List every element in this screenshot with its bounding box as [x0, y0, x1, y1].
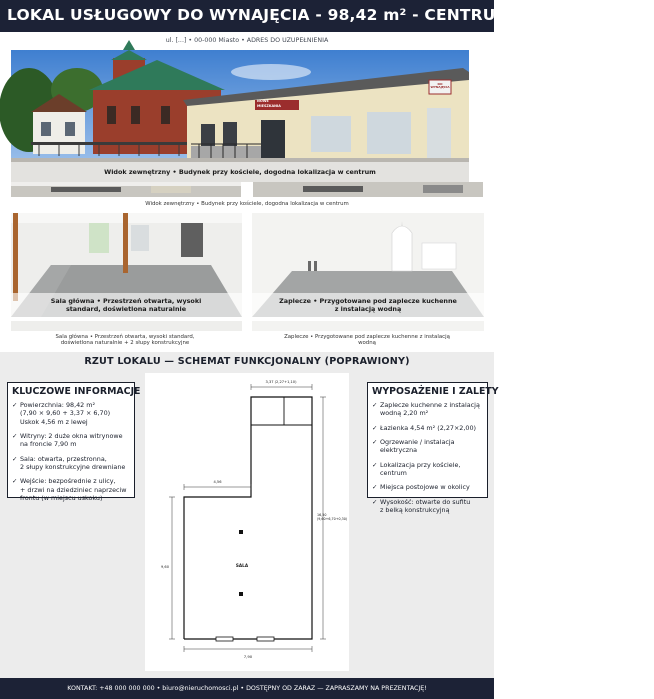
- shop-sign-line-2: MIESZKANIA: [257, 104, 281, 108]
- kitchen-photo: [252, 213, 484, 317]
- hall-photo: [11, 213, 242, 317]
- header-bar: [0, 0, 654, 32]
- check-icon: ✓: [12, 431, 18, 440]
- dim-top-label: 3,37 (2,27+1,10): [265, 380, 297, 384]
- key-info-item: ✓ Wejście: bezpośrednie z ulicy, + drzwi na dziedziniec naprzeciw frontu (w miejscu uskoku): [12, 477, 127, 502]
- key-info-item: ✓ Powierzchnia: 98,42 m² (7,90 × 9,60 + 3,37 × 6,70) Uskok 4,56 m z lewej: [12, 401, 111, 426]
- plan-window: [257, 637, 274, 641]
- plan-window: [216, 637, 233, 641]
- equipment-item: ✓ Wysokość: otwarte do sufitu z belką konstrukcyjną: [372, 497, 471, 514]
- exterior-thumb-right-image: [253, 182, 483, 197]
- equipment-item: ✓ Miejsca postojowe w okolicy: [372, 483, 470, 492]
- plan-pillar: [239, 530, 243, 534]
- check-icon: ✓: [372, 497, 378, 506]
- kitchen-overlay-caption: Zaplecze • Przygotowane pod zaplecze kuchenne z instalacją wodną: [279, 297, 457, 313]
- exterior-thumb-left-image: [11, 182, 241, 197]
- key-info-item: ✓ Witryny: 2 duże okna witrynowe na froncie 7,90 m: [12, 431, 123, 449]
- check-icon: ✓: [12, 477, 18, 486]
- hall-thumb: [11, 321, 242, 331]
- check-icon: ✓: [372, 437, 378, 446]
- dim-left-label: 9,60: [160, 565, 169, 569]
- equipment-item: ✓ Łazienka 4,54 m² (2,27×2,00): [372, 423, 477, 432]
- equipment-panel: [367, 382, 499, 514]
- floor-plan-drawing: [145, 373, 349, 671]
- plan-pillar: [239, 592, 243, 596]
- check-icon: ✓: [372, 483, 378, 492]
- check-icon: ✓: [372, 401, 378, 409]
- hall-caption: Sala główna • Przestrzeń otwarta, wysoki standard, doświetlona naturalnie + 2 słupy konstrukcyjne: [55, 334, 195, 347]
- key-info-title: KLUCZOWE INFORMACJE: [12, 386, 141, 397]
- exterior-thumb-left: [11, 182, 241, 197]
- check-icon: ✓: [372, 423, 378, 432]
- contact-footer[interactable]: KONTAKT: +48 000 000 000 • biuro@nieruchomosci.pl • DOSTĘPNY OD ZARAZ — ZAPRASZAMY NA PREZENTACJĘ!: [67, 685, 427, 692]
- equipment-item: ✓ Ogrzewanie / instalacja elektryczna: [372, 437, 455, 455]
- exterior-photo-image: [11, 50, 469, 182]
- page-title: LOKAL USŁUGOWY DO WYNAJĘCIA - 98,42 m² - CENTRUM PRZY KOŚCIELE: [7, 6, 654, 24]
- floor-plan: [145, 373, 349, 671]
- exterior-caption: Widok zewnętrzny • Budynek przy kościele, dogodna lokalizacja w centrum: [145, 201, 349, 207]
- room-label: SALA: [235, 563, 249, 568]
- key-info-item: ✓ Sala: otwarta, przestronna, 2 słupy konstrukcyjne drewniane: [12, 454, 126, 471]
- plan-outline: [184, 397, 312, 639]
- dim-right-label: 16,50 (9,60+6,70+0,30): [317, 513, 348, 521]
- dim-bottom-label: 7,90: [243, 654, 253, 659]
- exterior-thumb-right: [253, 182, 483, 197]
- kitchen-caption: Zaplecze • Przygotowane pod zaplecze kuchenne z instalacją wodną: [284, 334, 450, 347]
- address-line: ul. [...] • 00-000 Miasto • ADRES DO UZUPEŁNIENIA: [165, 37, 329, 44]
- equipment-title: WYPOSAŻENIE I ZALETY: [372, 386, 499, 397]
- shop-sign: NOWE: [257, 99, 269, 103]
- plan-title: RZUT LOKALU — SCHEMAT FUNKCJONALNY (POPRAWIONY): [84, 356, 410, 367]
- equipment-item: ✓ Zaplecze kuchenne z instalacją wodną 2,20 m²: [372, 401, 480, 418]
- exterior-overlay-caption: Widok zewnętrzny • Budynek przy kościele, dogodna lokalizacja w centrum: [104, 168, 376, 176]
- key-info-panel: [7, 382, 141, 502]
- dim-step-label: 4,56: [213, 480, 222, 484]
- check-icon: ✓: [12, 401, 18, 409]
- side-sign: DO WYNAJĘCIA: [430, 82, 450, 90]
- equipment-item: ✓ Lokalizacja przy kościele, centrum: [372, 460, 461, 477]
- check-icon: ✓: [372, 460, 378, 469]
- kitchen-thumb: [252, 321, 484, 331]
- hall-overlay-caption: Sala główna • Przestrzeń otwarta, wysoki standard, doświetlona naturalnie: [50, 297, 202, 313]
- exterior-photo: [11, 50, 469, 182]
- check-icon: ✓: [12, 454, 18, 463]
